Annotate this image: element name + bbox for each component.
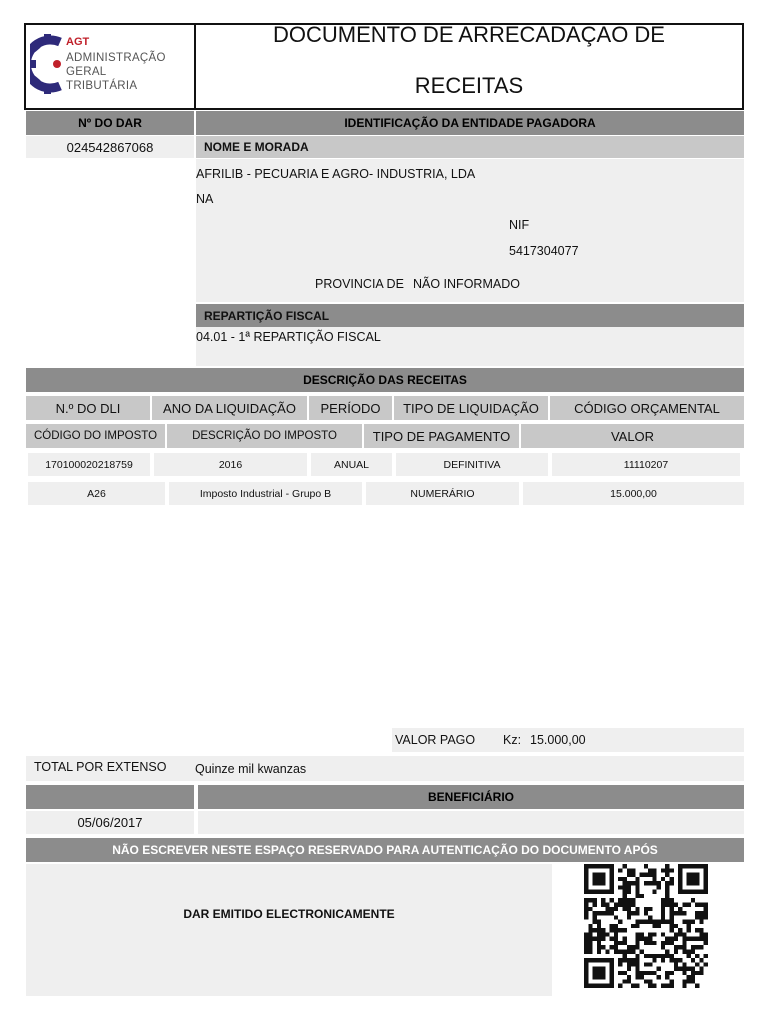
provincia-label: PROVINCIA DE: [315, 277, 404, 291]
autenticacao-text: DAR EMITIDO ELECTRONICAMENTE: [183, 907, 395, 921]
doc-title-line1: DOCUMENTO DE ARRECADAÇAO DE: [273, 22, 665, 47]
row1-dli: 170100020218759: [28, 453, 150, 476]
beneficiario-date: 05/06/2017: [26, 811, 194, 834]
doc-title-line2: RECEITAS: [414, 73, 524, 98]
valor-pago-label: VALOR PAGO: [395, 733, 476, 747]
row2-descricao: Imposto Industrial - Grupo B: [169, 482, 362, 505]
entidade-nome: AFRILIB - PECUARIA E AGRO- INDUSTRIA, LDA: [196, 167, 476, 181]
beneficiario-header: BENEFICIÁRIO: [198, 785, 744, 809]
qr-code-icon: [581, 864, 711, 988]
entidade-header: IDENTIFICAÇÃO DA ENTIDADE PAGADORA: [196, 111, 744, 135]
col-periodo: PERÍODO: [309, 396, 392, 420]
receitas-header: DESCRIÇÃO DAS RECEITAS: [26, 368, 744, 392]
autenticacao-header: NÃO ESCREVER NESTE ESPAÇO RESERVADO PARA AUTENTICAÇÃO DO DOCUMENTO APÓS: [26, 838, 744, 862]
dar-header: Nº DO DAR: [26, 111, 194, 135]
nif-value: 5417304077: [509, 244, 579, 258]
row2-tipo-pagamento: NUMERÁRIO: [366, 482, 519, 505]
extenso-value: Quinze mil kwanzas: [195, 762, 307, 776]
logo-line3: TRIBUTÁRIA: [66, 80, 138, 92]
dar-number: 024542867068: [26, 136, 194, 158]
valor-pago-value: 15.000,00: [530, 733, 586, 747]
logo-line1: ADMINISTRAÇÃO: [66, 52, 166, 64]
col-valor: VALOR: [521, 424, 744, 448]
col-dli: N.º DO DLI: [26, 396, 150, 420]
agt-logo: [28, 30, 192, 102]
col-codigo-imposto: CÓDIGO DO IMPOSTO: [26, 424, 165, 448]
beneficiario-value: [198, 811, 744, 834]
extenso-label: TOTAL POR EXTENSO: [34, 760, 167, 774]
reparticao-header: REPARTIÇÃO FISCAL: [204, 309, 330, 323]
autenticacao-block: [26, 864, 552, 996]
row2-valor: 15.000,00: [523, 482, 744, 505]
row1-periodo: ANUAL: [311, 453, 392, 476]
row1-ano: 2016: [154, 453, 307, 476]
row1-tipo: DEFINITIVA: [396, 453, 548, 476]
nif-label: NIF: [509, 218, 530, 232]
gear-icon: [30, 34, 70, 94]
nome-label: NOME E MORADA: [204, 140, 309, 154]
col-ano: ANO DA LIQUIDAÇÃO: [152, 396, 307, 420]
entidade-morada: NA: [196, 192, 214, 206]
col-codigo-orcamental: CÓDIGO ORÇAMENTAL: [550, 396, 744, 420]
valor-pago-currency: Kz:: [503, 733, 522, 747]
col-descricao-imposto: DESCRIÇÃO DO IMPOSTO: [167, 424, 362, 448]
row1-codigo: 11110207: [552, 453, 740, 476]
col-tipo-pagamento: TIPO DE PAGAMENTO: [364, 424, 519, 448]
reparticao-value: 04.01 - 1ª REPARTIÇÃO FISCAL: [196, 330, 381, 344]
col-tipo-liquidacao: TIPO DE LIQUIDAÇÃO: [394, 396, 548, 420]
logo-line2: GERAL: [66, 66, 107, 78]
logo-short: AGT: [66, 36, 90, 48]
row2-codigo: A26: [28, 482, 165, 505]
provincia-value: NÃO INFORMADO: [413, 277, 520, 291]
beneficiario-left-bar: [26, 785, 194, 809]
